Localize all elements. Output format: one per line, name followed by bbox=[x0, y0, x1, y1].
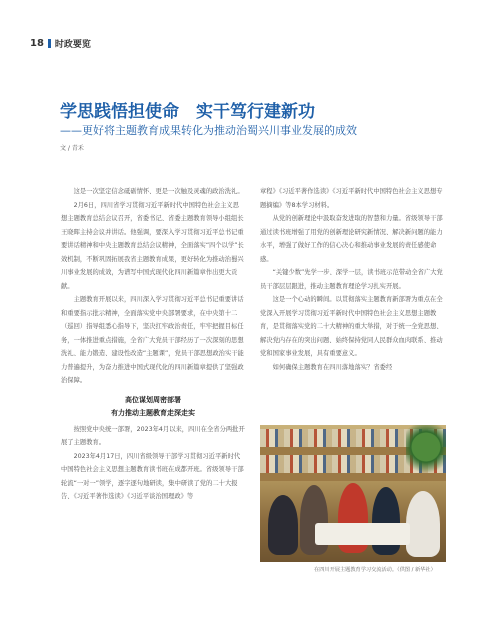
article-title: 学思践悟担使命 实干笃行建新功 bbox=[60, 102, 315, 122]
sub-heading-line-2: 有力推动主题教育走深走实 bbox=[111, 408, 195, 417]
left-column bbox=[61, 185, 245, 504]
section-marker bbox=[48, 39, 51, 48]
paragraph: 如何确保主题教育在四川落地落实？省委经 bbox=[272, 363, 393, 371]
sub-heading-line-1: 高位谋划周密部署 bbox=[125, 395, 181, 404]
page-header bbox=[30, 37, 91, 50]
sub-heading bbox=[61, 394, 245, 420]
right-column bbox=[260, 185, 446, 374]
paragraph: 2月6日，四川省学习贯彻习近平新时代中国特色社会主义思想主题教育总结会议召开，省委书记、省委主题教育领导小组组长王晓晖主持会议并讲话。他强调，要深入学习贯彻习近平总书记重要讲话精神和中央主题教育总结会议精神，全面落实“四个以学”长效机制，不断巩固拓展我省主题教育成果，更好转化为推动治蜀兴川事业发展的成效，为谱写中国式现代化四川新篇章作出更大贡献。 bbox=[61, 201, 244, 290]
page-number: 18 bbox=[30, 38, 44, 49]
article-subtitle: ——更好将主题教育成果转化为推动治蜀兴川事业发展的成效 bbox=[60, 124, 357, 137]
paragraph: 2023年4月17日，四川省级领导干部学习贯彻习近平新时代中国特色社会主义思想主题教育读书班在成都开班。省级领导干部轮流“一对一”领学，逐字逐句地研读，集中研读了党的二十大报告、《习近平著作选读》《习近平谈治国理政》等 bbox=[61, 452, 244, 500]
paragraph: 从党的创新理论中汲取奋发进取的智慧和力量。省级领导干部通过读书班增强了用党的创新理论研究新情况、解决新问题的能力水平，增强了做好工作的信心决心和推动事业发展的责任感使命感。 bbox=[260, 215, 443, 263]
paragraph: 这是一个心动的瞬间。以贯彻落实主题教育新部署为重点在全党深入开展学习贯彻习近平新时代中国特色社会主义思想主题教育，是贯彻落实党的二十大精神的重大举措，对于统一全党思想、解决党内存在的突出问题、始终保持党同人民群众血肉联系、推动党和国家事业发展，具有重要意义。 bbox=[260, 296, 443, 357]
table bbox=[315, 523, 410, 545]
paragraph: “关键少数”先学一步、深学一层，读书班示范带动全省广大党员干部层层跟进，推动主题教育理论学习扎实开展。 bbox=[260, 269, 443, 290]
paragraph: 主题教育开展以来，四川深入学习贯彻习近平总书记重要讲话和重要指示批示精神，全面落实党中央部署要求，在中央第十二（巡回）指导组悉心指导下，坚决扛牢政治责任，牢牢把握目标任务，一体推进重点措施，全省广大党员干部经历了一次深刻的思想洗礼、能力锻造、建设性改造“主题课”，党员干部思想政治实干能力普遍提升，为奋力推进中国式现代化的四川新篇章提供了坚强政治保障。 bbox=[61, 296, 244, 384]
paragraph: 按照党中央统一部署，2023年4月以来，四川在全省分两批开展了主题教育。 bbox=[61, 425, 245, 446]
section-title: 时政要览 bbox=[54, 40, 91, 50]
photo-caption: 在四川开展主题教育学习交流活动。（供图 / 新华社） bbox=[314, 567, 436, 573]
paragraph: 章程》《习近平著作选读》《习近平新时代中国特色社会主义思想专题摘编》等8本学习材料。 bbox=[260, 188, 443, 209]
article-photo bbox=[260, 425, 446, 562]
article-author: 文 / 青禾 bbox=[60, 145, 84, 152]
person bbox=[406, 491, 440, 557]
paragraph: 这是一次坚定信念砥砺情怀、更是一次触及灵魂的政治洗礼。 bbox=[73, 188, 244, 195]
plant bbox=[406, 425, 446, 480]
person bbox=[268, 495, 298, 555]
